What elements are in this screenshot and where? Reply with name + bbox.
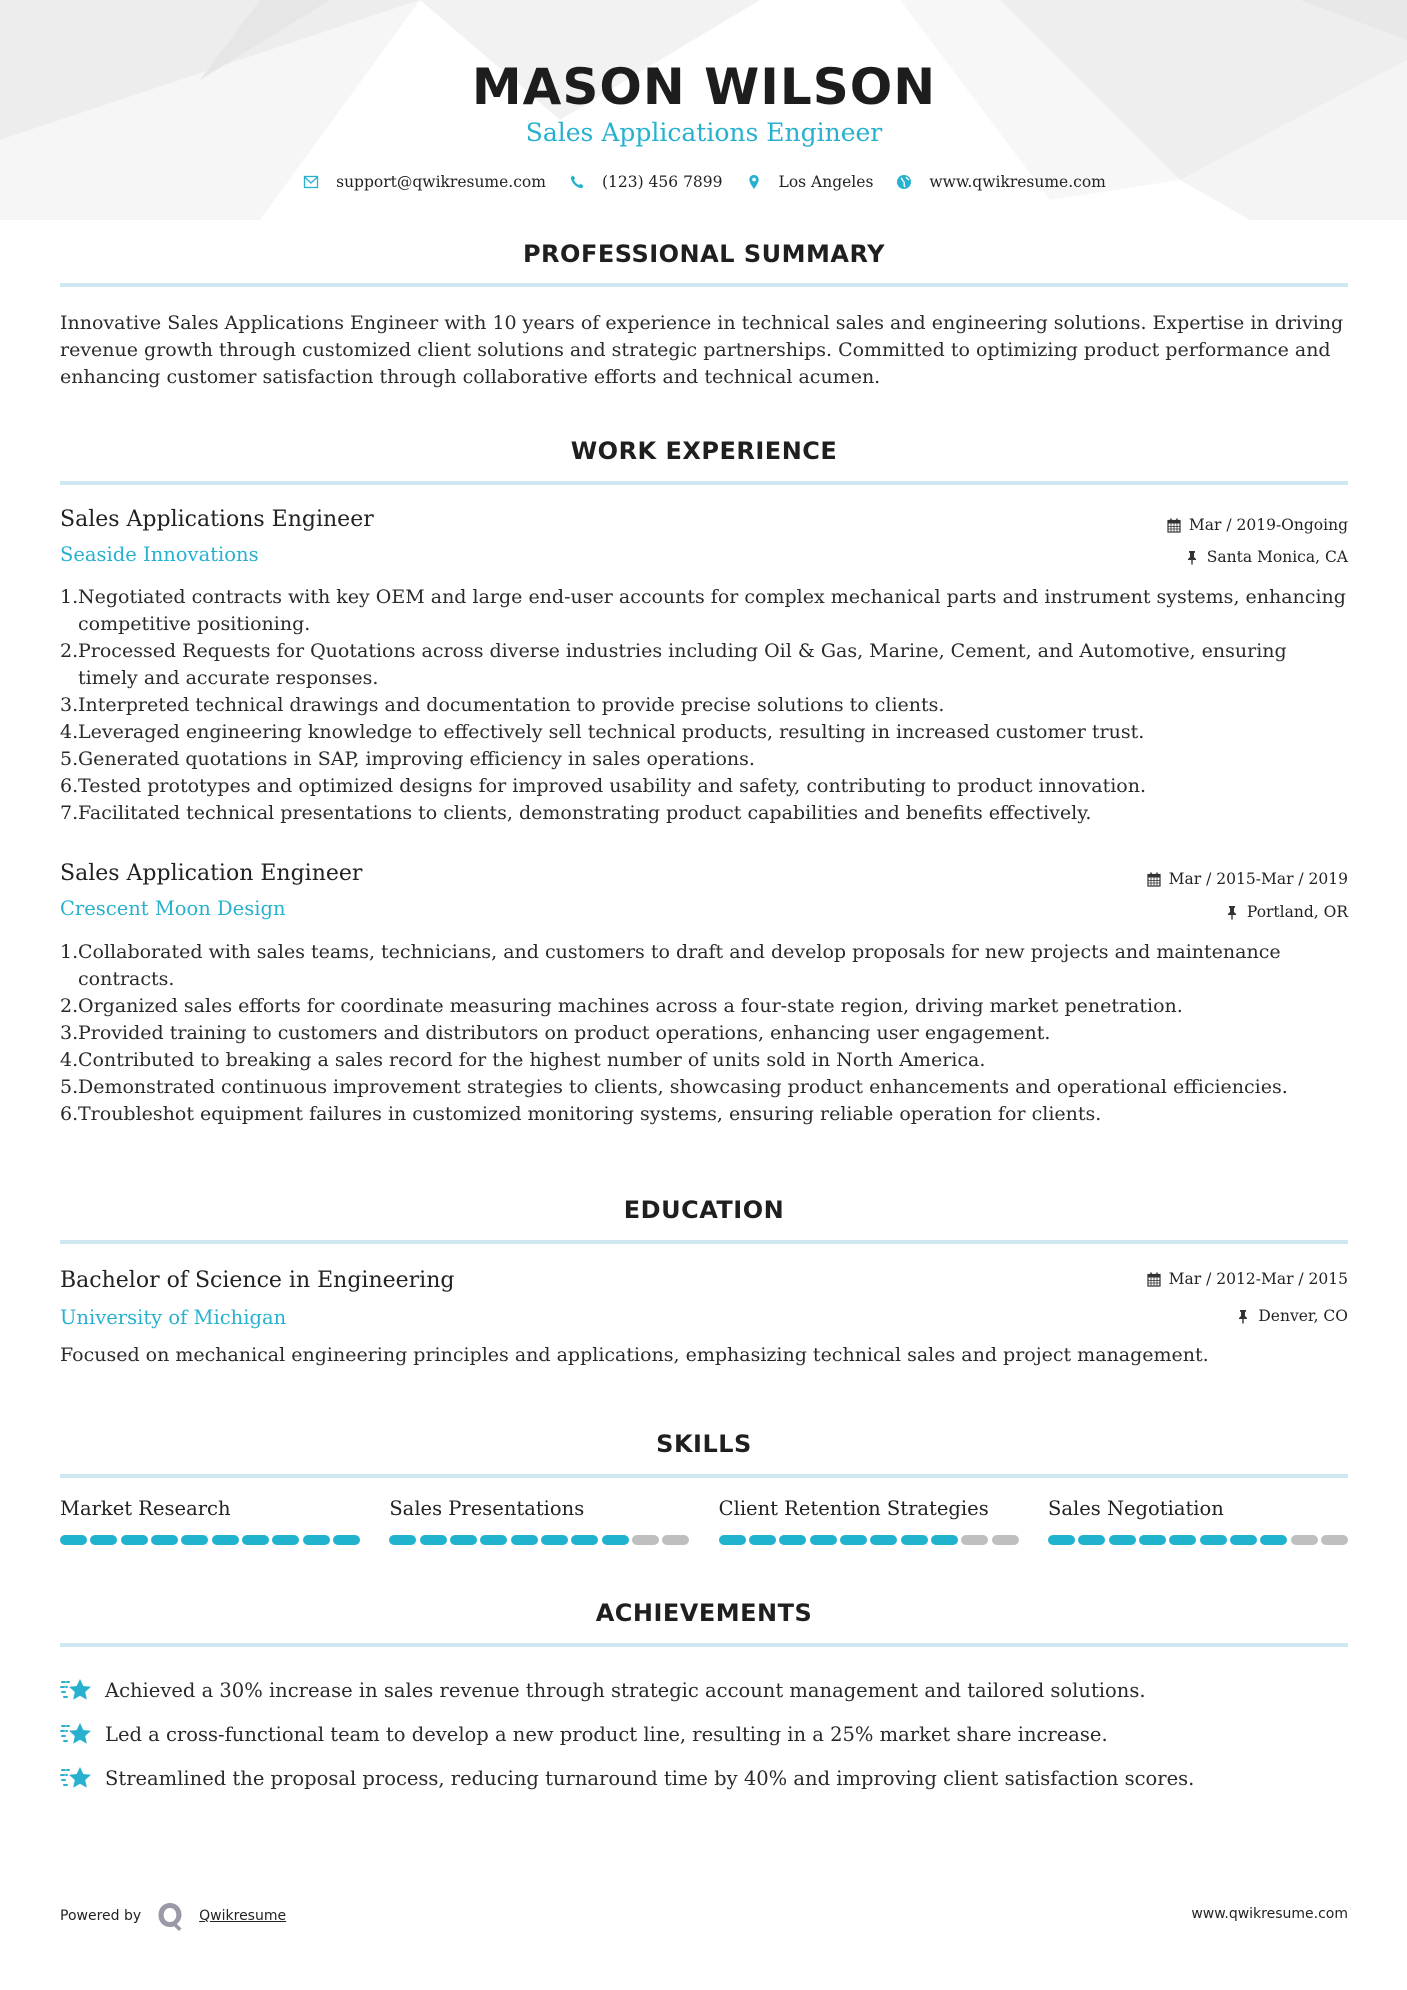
candidate-title: Sales Applications Engineer	[525, 118, 883, 147]
skill-segment-filled	[450, 1535, 477, 1545]
shooting-star-icon	[60, 1764, 93, 1792]
skill-name: Sales Negotiation	[1047, 1497, 1224, 1520]
skill-segment-filled	[480, 1535, 507, 1545]
job-dates	[1147, 870, 1348, 888]
skill-rating-bar	[389, 1535, 689, 1545]
skill-segment-filled	[303, 1535, 330, 1545]
bullet-item: 4. Leveraged engineering knowledge to effectively sell technical products, resulting in increased customer trust.	[60, 721, 1145, 743]
experience-heading: WORK EXPERIENCE	[570, 437, 838, 465]
achievement-item	[60, 1668, 1348, 1712]
contact-phone[interactable]	[568, 173, 723, 191]
skill-segment-filled	[1078, 1535, 1105, 1545]
job-dates-text: Mar / 2019-Ongoing	[1188, 516, 1348, 534]
skill-segment-filled	[779, 1535, 806, 1545]
skill-item	[1048, 1497, 1348, 1545]
education-dates-text: Mar / 2012-Mar / 2015	[1168, 1270, 1348, 1288]
job-bullets	[60, 939, 1348, 1128]
pushpin-icon	[1236, 1309, 1250, 1324]
skill-segment-filled	[602, 1535, 629, 1545]
job-company: Crescent Moon Design	[60, 897, 286, 920]
achievements-divider	[60, 1643, 1348, 1647]
skill-segment-filled	[1048, 1535, 1075, 1545]
calendar-icon	[1147, 1272, 1161, 1287]
education-divider	[60, 1240, 1348, 1244]
skills-list	[60, 1497, 1348, 1545]
skill-segment-empty	[992, 1535, 1019, 1545]
summary-divider	[60, 283, 1348, 287]
skill-segment-filled	[272, 1535, 299, 1545]
achievements-heading: ACHIEVEMENTS	[595, 1599, 813, 1627]
achievement-text: Led a cross-functional team to develop a new product line, resulting in a 25% market share increase.	[105, 1722, 1108, 1746]
skill-segment-filled	[181, 1535, 208, 1545]
job-title: Sales Applications Engineer	[60, 507, 374, 532]
skill-segment-filled	[810, 1535, 837, 1545]
job-location-text: Santa Monica, CA	[1206, 548, 1348, 566]
bullet-item: 2. Organized sales efforts for coordinate measuring machines across a four-state region, driving market penetration.	[60, 995, 1183, 1017]
job-location-text: Portland, OR	[1246, 903, 1348, 921]
pushpin-icon	[1225, 905, 1239, 920]
skill-segment-filled	[1109, 1535, 1136, 1545]
education-location	[1236, 1307, 1348, 1325]
skill-segment-filled	[242, 1535, 269, 1545]
bullet-item: 6. Tested prototypes and optimized designs for improved usability and safety, contributing to product innovation.	[60, 775, 1147, 797]
bullet-item: 7. Facilitated technical presentations to clients, demonstrating product capabilities and benefits effectively.	[60, 802, 1092, 824]
skill-segment-filled	[212, 1535, 239, 1545]
skills-divider	[60, 1474, 1348, 1478]
envelope-icon	[302, 173, 320, 191]
skill-segment-filled	[719, 1535, 746, 1545]
skill-item	[719, 1497, 1019, 1545]
bullet-item: 5. Demonstrated continuous improvement strategies to clients, showcasing product enhancements and operational efficiencies.	[60, 1076, 1288, 1098]
skill-segment-filled	[870, 1535, 897, 1545]
school-name: University of Michigan	[60, 1306, 287, 1329]
skill-segment-filled	[1200, 1535, 1227, 1545]
achievement-text: Streamlined the proposal process, reducing turnaround time by 40% and improving client satisfaction scores.	[105, 1766, 1195, 1790]
summary-text: Innovative Sales Applications Engineer with 10 years of experience in technical sales and engineering solutions. Expertise in driving revenue growth through customized client solutions and strategic partnerships. Committed to optimizing product performance and enhancing customer satisfaction through collaborative efforts and technical acumen.	[60, 312, 1344, 388]
skill-segment-filled	[749, 1535, 776, 1545]
experience-divider	[60, 481, 1348, 485]
skill-segment-filled	[1260, 1535, 1287, 1545]
skill-segment-empty	[662, 1535, 689, 1545]
education-dates	[1147, 1270, 1348, 1288]
skill-segment-filled	[60, 1535, 87, 1545]
skill-segment-filled	[389, 1535, 416, 1545]
skill-segment-filled	[840, 1535, 867, 1545]
summary-heading: PROFESSIONAL SUMMARY	[522, 240, 886, 268]
bullet-item: 6. Troubleshot equipment failures in customized monitoring systems, ensuring reliable operation for clients.	[60, 1103, 1102, 1125]
contact-website[interactable]	[895, 173, 1105, 191]
shooting-star-icon	[60, 1720, 93, 1748]
skill-segment-empty	[632, 1535, 659, 1545]
map-marker-icon	[745, 173, 763, 191]
skill-item	[60, 1497, 360, 1545]
job-company: Seaside Innovations	[60, 543, 259, 566]
location-text: Los Angeles	[778, 173, 874, 191]
bullet-item: 5. Generated quotations in SAP, improving efficiency in sales operations.	[60, 748, 755, 770]
achievement-item	[60, 1756, 1348, 1800]
phone-icon	[568, 173, 586, 191]
shooting-star-icon	[60, 1676, 93, 1704]
bullet-item: 1. Negotiated contracts with key OEM and large end-user accounts for complex mechanical parts and instrument systems, enhancing competitive positioning.	[60, 586, 1346, 635]
skill-segment-filled	[1139, 1535, 1166, 1545]
skill-segment-empty	[1291, 1535, 1318, 1545]
pushpin-icon	[1185, 550, 1199, 565]
job-dates	[1167, 516, 1348, 534]
bullet-item: 3. Interpreted technical drawings and documentation to provide precise solutions to clients.	[60, 694, 945, 716]
skill-segment-filled	[931, 1535, 958, 1545]
globe-icon	[895, 173, 913, 191]
powered-by-label: Powered by	[60, 1908, 142, 1924]
job-bullets	[60, 584, 1348, 827]
skill-segment-filled	[121, 1535, 148, 1545]
skill-segment-filled	[90, 1535, 117, 1545]
skill-rating-bar	[60, 1535, 360, 1545]
skill-segment-filled	[333, 1535, 360, 1545]
bullet-item: 4. Contributed to breaking a sales record for the highest number of units sold in North America.	[60, 1049, 986, 1071]
skill-rating-bar	[1048, 1535, 1348, 1545]
calendar-icon	[1167, 518, 1181, 533]
skill-segment-filled	[1169, 1535, 1196, 1545]
skill-segment-empty	[961, 1535, 988, 1545]
skill-segment-filled	[571, 1535, 598, 1545]
contact-email[interactable]	[302, 173, 546, 191]
achievements-list	[60, 1668, 1348, 1800]
skill-item	[389, 1497, 689, 1545]
job-title: Sales Application Engineer	[60, 861, 363, 886]
footer-website[interactable]: www.qwikresume.com	[1191, 1906, 1348, 1922]
skill-name: Market Research	[60, 1497, 231, 1520]
bullet-item: 2. Processed Requests for Quotations across diverse industries including Oil & Gas, Marine, Cement, and Automotive, ensuring timely and accurate responses.	[60, 640, 1287, 689]
job-location	[1185, 548, 1348, 566]
skills-heading: SKILLS	[656, 1430, 752, 1458]
skill-segment-filled	[901, 1535, 928, 1545]
phone-text: (123) 456 7899	[601, 173, 723, 191]
education-heading: EDUCATION	[623, 1196, 785, 1224]
skill-segment-filled	[541, 1535, 568, 1545]
achievement-item	[60, 1712, 1348, 1756]
contact-location	[745, 173, 874, 191]
skill-name: Sales Presentations	[389, 1497, 585, 1520]
degree-title: Bachelor of Science in Engineering	[60, 1268, 455, 1293]
skill-segment-filled	[420, 1535, 447, 1545]
contact-bar	[60, 173, 1348, 191]
footer-powered-by	[60, 1900, 286, 1932]
skill-segment-filled	[511, 1535, 538, 1545]
website-text: www.qwikresume.com	[929, 173, 1106, 191]
job-dates-text: Mar / 2015-Mar / 2019	[1168, 870, 1348, 888]
skill-segment-filled	[1230, 1535, 1257, 1545]
calendar-icon	[1147, 872, 1161, 887]
achievement-text: Achieved a 30% increase in sales revenue through strategic account management and tailored solutions.	[105, 1678, 1146, 1702]
qwikresume-link[interactable]: Qwikresume	[199, 1908, 287, 1924]
bullet-item: 3. Provided training to customers and distributors on product operations, enhancing user engagement.	[60, 1022, 1051, 1044]
skill-rating-bar	[719, 1535, 1019, 1545]
skill-name: Client Retention Strategies	[718, 1497, 989, 1520]
candidate-name: MASON WILSON	[471, 58, 937, 116]
skill-segment-filled	[151, 1535, 178, 1545]
bullet-item: 1. Collaborated with sales teams, technicians, and customers to draft and develop proposals for new projects and maintenance contracts.	[60, 941, 1281, 990]
skill-segment-empty	[1321, 1535, 1348, 1545]
education-location-text: Denver, CO	[1258, 1307, 1348, 1325]
education-description: Focused on mechanical engineering principles and applications, emphasizing technical sales and project management.	[60, 1344, 1209, 1366]
qwikresume-logo-icon	[155, 1900, 185, 1932]
job-location	[1225, 903, 1348, 921]
email-text: support@qwikresume.com	[336, 173, 546, 191]
